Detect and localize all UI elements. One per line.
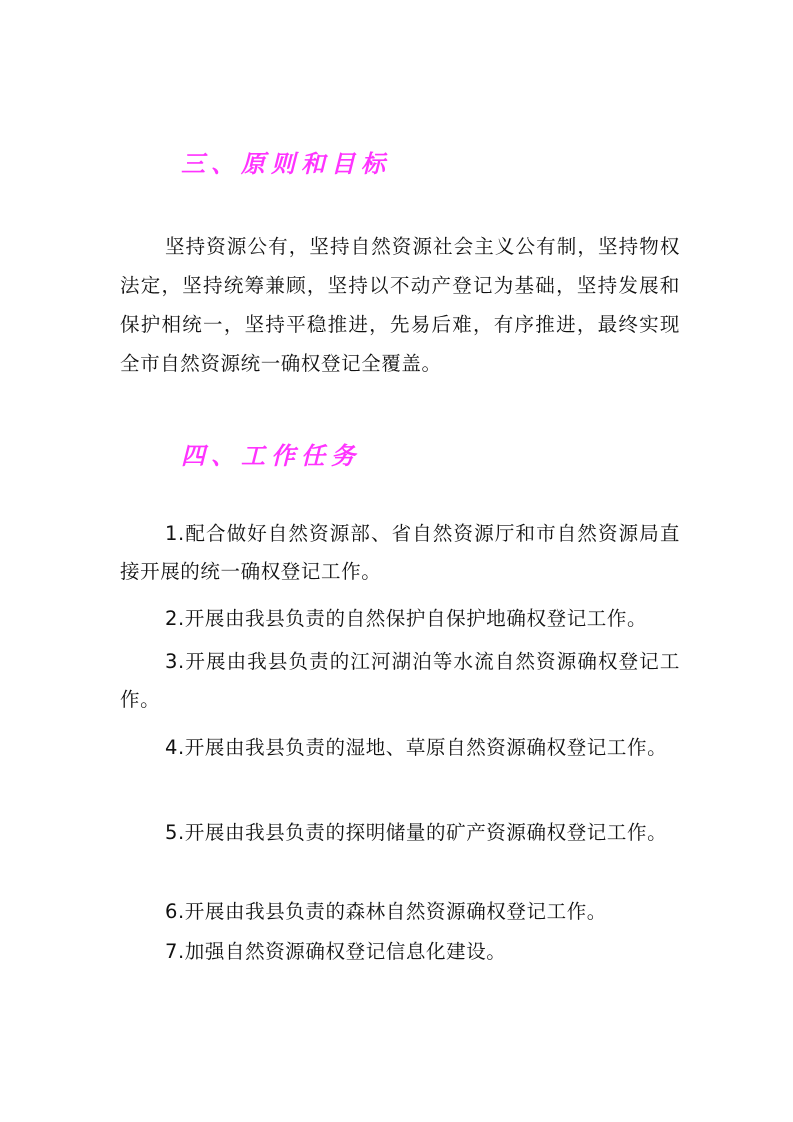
task-item-6: 6.开展由我县负责的森林自然资源确权登记工作。 xyxy=(165,900,607,923)
task-item-7: 7.加强自然资源确权登记信息化建设。 xyxy=(165,940,507,963)
principles-paragraph: 坚持资源公有，坚持自然资源社会主义公有制，坚持物权法定，坚持统筹兼顾，坚持以不动产登记为基础，坚持发展和保护相统一，坚持平稳推进，先易后难，有序推进，最终实现全市自然资源统一确权登记全覆盖。 xyxy=(120,235,680,375)
task-item-1: 1.配合做好自然资源部、省自然资源厅和市自然资源局直接开展的统一确权登记工作。 xyxy=(120,522,680,583)
section-heading-principles: 三、原则和目标 xyxy=(181,149,391,178)
task-item-2: 2.开展由我县负责的自然保护自保护地确权登记工作。 xyxy=(165,607,648,630)
task-item-5: 5.开展由我县负责的探明储量的矿产资源确权登记工作。 xyxy=(165,821,668,844)
task-item-4: 4.开展由我县负责的湿地、草原自然资源确权登记工作。 xyxy=(165,736,668,759)
section-heading-tasks: 四、工作任务 xyxy=(181,441,361,470)
task-item-3: 3.开展由我县负责的江河湖泊等水流自然资源确权登记工作。 xyxy=(120,650,680,711)
